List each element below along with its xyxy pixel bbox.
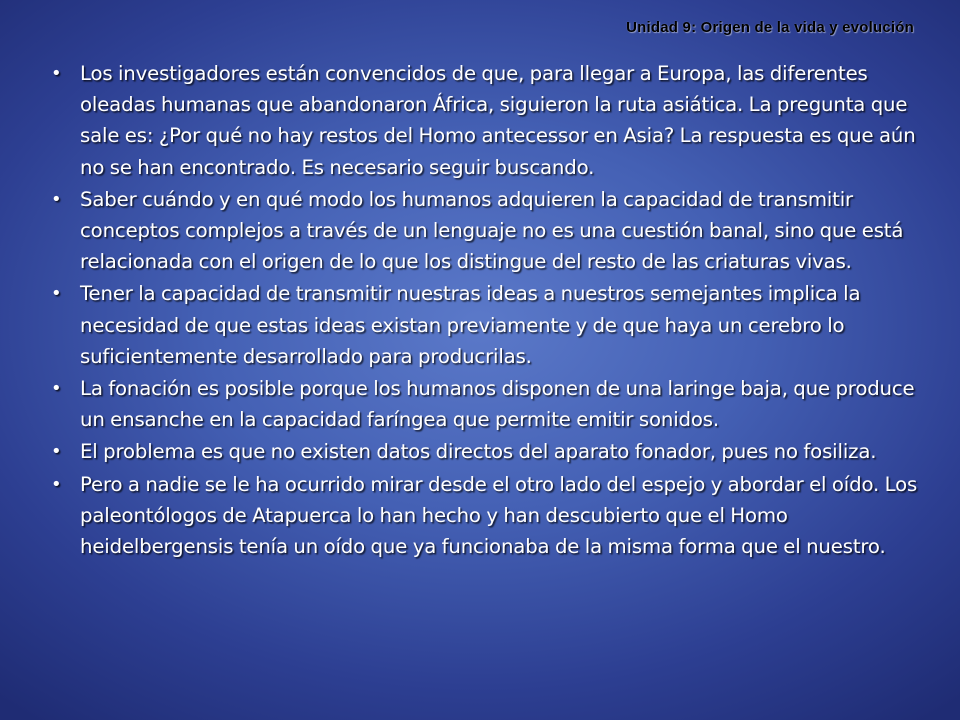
bullet-dot-icon: • [51,283,62,305]
bullet-text: Tener la capacidad de transmitir nuestras ideas a nuestros semejantes implica la necesidad de que estas ideas existan previamente y de que haya un cerebro lo suficientemente desarrollado para producrilas. [80,282,861,368]
bullet-item [30,58,932,183]
bullet-text: Saber cuándo y en qué modo los humanos adquieren la capacidad de transmitir conceptos complejos a través de un lenguaje no es una cuestión banal, sino que está relacionada con el origen de lo que los distingue del resto de las criaturas vivas. [80,187,904,274]
bullet-item [30,278,932,372]
bullet-text: La fonación es posible porque los humanos disponen de una laringe baja, que produce un ensanche en la capacidad faríngea que permite emitir sonidos. [80,377,915,432]
bullet-item [30,184,932,278]
slide-header-title: Unidad 9: Origen de la vida y evolución [626,19,914,36]
bullet-dot-icon: • [51,473,62,495]
bullet-text: El problema es que no existen datos directos del aparato fonador, pues no fosiliza. [80,440,877,464]
bullet-dot-icon: • [51,378,62,400]
bullet-dot-icon: • [51,441,62,463]
bullet-item [30,436,932,467]
bullet-text: Pero a nadie se le ha ocurrido mirar desde el otro lado del espejo y abordar el oído. Los paleontólogos de Atapuerca lo han hecho y han descubierto que el Homo heidelbergensis tenía un oído que ya funcionaba de la misma forma que el nuestro. [80,472,918,559]
bullet-list [30,58,932,563]
bullet-dot-icon: • [51,63,62,84]
bullet-text: Los investigadores están convencidos de que, para llegar a Europa, las diferentes oleadas humanas que abandonaron África, siguieron la ruta asiática. La pregunta que sale es: ¿Por qué no hay restos del Homo antecessor en Asia? La respuesta es que aún no se han encontrado. Es necesario seguir buscando. [80,62,916,179]
bullet-dot-icon: • [51,188,62,210]
bullet-item [30,469,932,563]
bullet-item [30,373,932,435]
